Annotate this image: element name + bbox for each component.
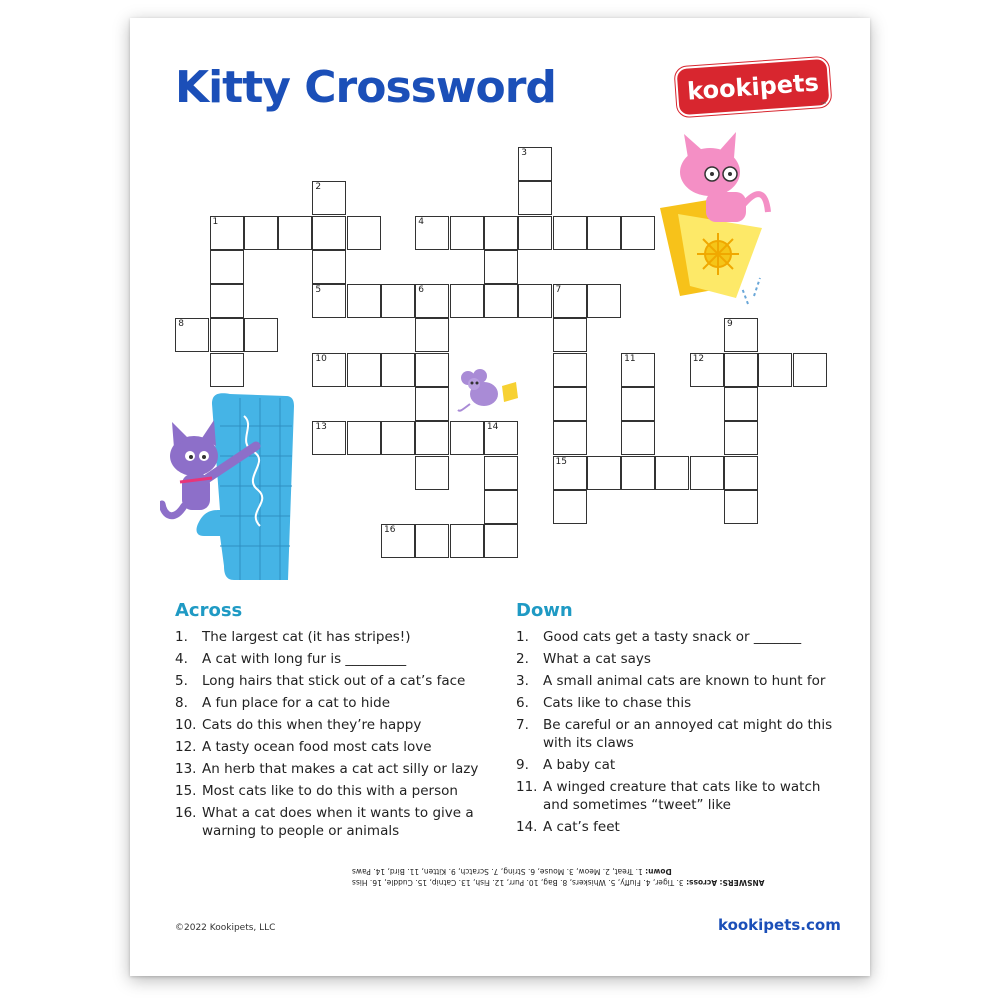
cell-number: 14 [486,422,499,433]
clue-text: Be careful or an annoyed cat might do this with its claws [543,717,833,751]
crossword-cell[interactable] [415,353,449,387]
answers-across-text: 3. Tiger, 4. Fluffy, 5. Whiskers, 8. Bag, 10. Purr, 12. Fish, 13. Catnip, 15. Cuddle, 16. Hiss [352,878,684,887]
crossword-cell[interactable] [621,216,655,250]
crossword-cell[interactable] [793,353,827,387]
clue-item [516,694,834,712]
crossword-cell[interactable] [312,216,346,250]
crossword-cell[interactable] [518,216,552,250]
clue-number: 5. [175,673,188,689]
crossword-cell[interactable] [553,456,587,490]
cell-number: 3 [521,147,527,158]
crossword-cell[interactable] [724,318,758,352]
down-clue-list [516,628,834,840]
clue-item [516,628,834,646]
crossword-cell[interactable] [518,147,552,181]
clue-number: 4. [175,651,188,667]
clue-number: 3. [516,673,529,689]
answers-down-label: Down: [645,867,672,876]
clue-number: 14. [516,819,538,835]
cell-number: 2 [315,182,322,193]
crossword-cell[interactable] [518,284,552,318]
cell-number: 12 [692,353,705,364]
clue-item [175,628,500,646]
clue-number: 1. [175,629,188,645]
clue-text: The largest cat (it has stripes!) [202,629,411,645]
crossword-cell[interactable] [415,284,449,318]
crossword-cell[interactable] [415,421,449,455]
crossword-cell[interactable] [347,421,381,455]
copyright-notice: ©2022 Kookipets, LLC [175,923,276,933]
down-heading: Down [516,600,573,621]
crossword-cell[interactable] [312,181,346,215]
clue-item [175,650,500,668]
crossword-cell[interactable] [587,284,621,318]
cell-number: 7 [555,285,562,296]
clue-number: 8. [175,695,188,711]
clue-number: 15. [175,783,197,799]
crossword-cell[interactable] [553,353,587,387]
crossword-cell[interactable] [244,216,278,250]
answers-key [352,866,828,888]
clue-text: Long hairs that stick out of a cat’s face [202,673,466,689]
crossword-cell[interactable] [312,353,346,387]
clue-number: 1. [516,629,529,645]
clue-number: 10. [175,717,197,733]
cell-number: 13 [315,422,327,433]
clue-number: 9. [516,757,529,773]
crossword-cell[interactable] [312,250,346,284]
crossword-cell[interactable] [210,216,244,250]
crossword-cell[interactable] [450,524,484,558]
crossword-cell[interactable] [381,284,415,318]
crossword-cell[interactable] [758,353,792,387]
clue-text: Cats like to chase this [543,695,692,711]
clue-text: Most cats like to do this with a person [202,783,458,799]
crossword-cell[interactable] [450,284,484,318]
pink-cat-cheese-illustration [640,128,790,313]
clue-item [516,818,834,836]
clue-number: 2. [516,651,529,667]
clue-text: A winged creature that cats like to watch and sometimes “tweet” like [543,779,821,813]
crossword-cell[interactable] [621,387,655,421]
clue-text: A small animal cats are known to hunt for [543,673,826,689]
crossword-cell[interactable] [553,387,587,421]
crossword-cell[interactable] [553,490,587,524]
crossword-cell[interactable] [655,456,689,490]
crossword-cell[interactable] [587,216,621,250]
cell-number: 15 [555,456,567,467]
answers-down-line [352,866,828,877]
crossword-cell[interactable] [724,490,758,524]
cell-number: 5 [315,285,322,296]
clue-item [175,782,500,800]
clue-text: A baby cat [543,757,616,773]
crossword-cell[interactable] [553,318,587,352]
cell-number: 4 [418,216,425,227]
crossword-cell[interactable] [690,456,724,490]
cell-number: 8 [178,319,184,330]
crossword-cell[interactable] [278,216,312,250]
clue-text: Good cats get a tasty snack or _______ [543,629,802,645]
crossword-cell[interactable] [518,181,552,215]
crossword-cell[interactable] [210,318,244,352]
crossword-cell[interactable] [724,421,758,455]
crossword-cell[interactable] [484,284,518,318]
crossword-cell[interactable] [381,353,415,387]
clue-item [516,716,834,752]
crossword-cell[interactable] [553,421,587,455]
clue-item [516,672,834,690]
kookipets-logo: kookipets [674,57,831,118]
crossword-cell[interactable] [690,353,724,387]
clue-number: 16. [175,805,197,821]
crossword-cell[interactable] [484,524,518,558]
crossword-cell[interactable] [347,284,381,318]
crossword-cell[interactable] [347,216,381,250]
clue-item [175,672,500,690]
crossword-cell[interactable] [312,284,346,318]
clue-item [175,694,500,712]
answers-across-label: Across: [686,878,718,887]
crossword-cell[interactable] [244,318,278,352]
crossword-cell[interactable] [210,250,244,284]
clue-item [175,760,500,778]
clue-item [175,804,500,840]
crossword-cell[interactable] [415,524,449,558]
clue-text: A tasty ocean food most cats love [202,739,432,755]
clue-text: What a cat says [543,651,651,667]
crossword-cell[interactable] [587,456,621,490]
cell-number: 1 [212,216,219,227]
crossword-cell[interactable] [312,421,346,455]
crossword-cell[interactable] [381,421,415,455]
cell-number: 16 [384,525,396,536]
crossword-cell[interactable] [484,490,518,524]
clue-number: 12. [175,739,197,755]
clue-text: Cats do this when they’re happy [202,717,422,733]
purple-cat-scratching-post-illustration [160,386,300,586]
clue-item [175,738,500,756]
crossword-cell[interactable] [415,318,449,352]
cell-number: 11 [624,353,636,364]
cell-number: 6 [418,285,425,296]
clue-text: A cat with long fur is _________ [202,651,407,667]
crossword-cell[interactable] [415,216,449,250]
crossword-cell[interactable] [381,524,415,558]
crossword-cell[interactable] [415,387,449,421]
crossword-cell[interactable] [450,421,484,455]
cell-number: 9 [727,319,733,330]
mouse-illustration [456,364,526,414]
clue-item [516,650,834,668]
crossword-cell[interactable] [210,284,244,318]
crossword-cell[interactable] [724,456,758,490]
crossword-cell[interactable] [621,353,655,387]
clue-text: A cat’s feet [543,819,620,835]
clue-number: 11. [516,779,538,795]
clue-item [175,716,500,734]
clue-item [516,778,834,814]
crossword-cell[interactable] [621,421,655,455]
crossword-cell[interactable] [724,387,758,421]
clue-text: What a cat does when it wants to give a warning to people or animals [202,805,474,839]
across-clue-list [175,628,500,844]
crossword-cell[interactable] [450,216,484,250]
clue-number: 7. [516,717,529,733]
clue-text: An herb that makes a cat act silly or lazy [202,761,479,777]
answers-down-text: 1. Treat, 2. Meow, 3. Mouse, 6. String, 7. Scratch, 9. Kitten, 11. Bird, 14. Paws [352,867,643,876]
page-title: Kitty Crossword [175,62,556,113]
across-heading: Across [175,600,243,621]
clue-number: 13. [175,761,197,777]
crossword-cell[interactable] [621,456,655,490]
clue-text: A fun place for a cat to hide [202,695,391,711]
clue-number: 6. [516,695,529,711]
crossword-cell[interactable] [210,353,244,387]
crossword-cell[interactable] [553,216,587,250]
crossword-cell[interactable] [484,250,518,284]
crossword-cell[interactable] [415,456,449,490]
clue-item [516,756,834,774]
crossword-cell[interactable] [553,284,587,318]
logo-trademark: ™ [820,101,827,109]
crossword-cell[interactable] [175,318,209,352]
crossword-cell[interactable] [347,353,381,387]
crossword-cell[interactable] [484,216,518,250]
crossword-cell[interactable] [484,421,518,455]
crossword-cell[interactable] [724,353,758,387]
answers-label: ANSWERS: [719,878,765,887]
website-link[interactable]: kookipets.com [718,916,841,934]
answers-across-line [352,877,828,888]
cell-number: 10 [315,353,327,364]
crossword-cell[interactable] [484,456,518,490]
